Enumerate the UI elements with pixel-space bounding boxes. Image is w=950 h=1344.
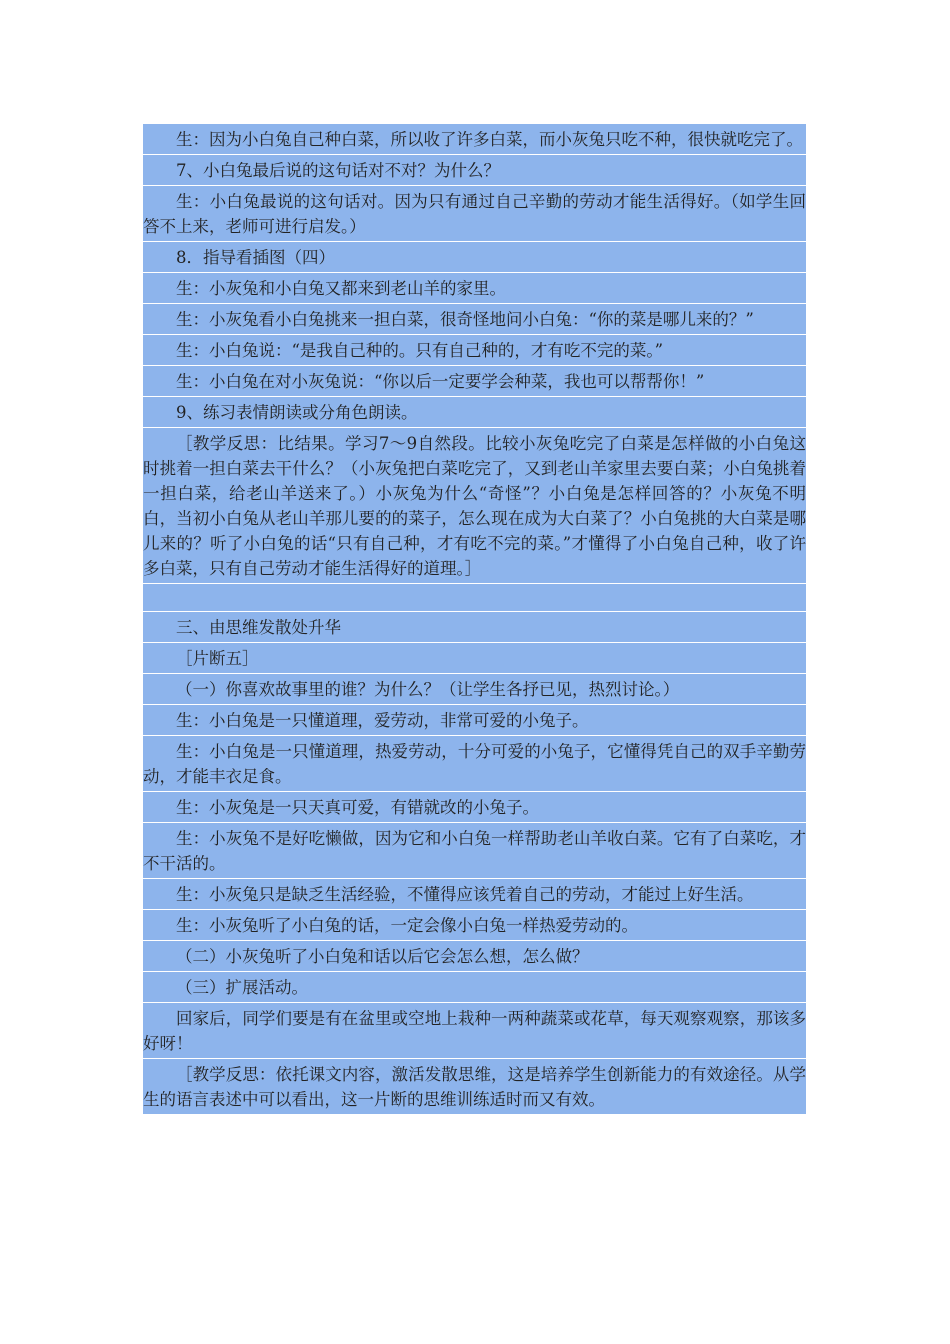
paragraph: 生：小白兔是一只懂道理，爱劳动，非常可爱的小兔子。 [143,705,806,736]
paragraph: （三）扩展活动。 [143,972,806,1003]
paragraph: （二）小灰兔听了小白兔和话以后它会怎么想，怎么做？ [143,941,806,972]
paragraph: 生：小白兔是一只懂道理，热爱劳动，十分可爱的小兔子，它懂得凭自己的双手辛勤劳动，才能丰衣足食。 [143,736,806,792]
paragraph: 7、小白兔最后说的这句话对不对？为什么？ [143,155,806,186]
paragraph: 生：小灰兔听了小白兔的话，一定会像小白兔一样热爱劳动的。 [143,910,806,941]
paragraph: 生：小灰兔不是好吃懒做，因为它和小白兔一样帮助老山羊收白菜。它有了白菜吃，才不干活的。 [143,823,806,879]
paragraph: 生：小白兔说：“是我自己种的。只有自己种的，才有吃不完的菜。” [143,335,806,366]
paragraph: （一）你喜欢故事里的谁？为什么？（让学生各抒已见，热烈讨论。） [143,674,806,705]
paragraph: 生：因为小白兔自己种白菜，所以收了许多白菜，而小灰兔只吃不种，很快就吃完了。 [143,124,806,155]
blank-line [143,584,806,612]
section-heading: 三、由思维发散处升华 [143,612,806,643]
teaching-reflection-paragraph: ［教学反思：依托课文内容，激活发散思维，这是培养学生创新能力的有效途径。从学生的语言表述中可以看出，这一片断的思维训练适时而又有效。 [143,1059,806,1115]
paragraph: ［片断五］ [143,643,806,674]
paragraph: 生：小白兔在对小灰兔说：“你以后一定要学会种菜，我也可以帮帮你！” [143,366,806,397]
paragraph: 生：小灰兔是一只天真可爱，有错就改的小兔子。 [143,792,806,823]
paragraph: 生：小灰兔看小白兔挑来一担白菜，很奇怪地问小白兔：“你的菜是哪儿来的？” [143,304,806,335]
paragraph: 生：小白兔最说的这句话对。因为只有通过自己辛勤的劳动才能生活得好。（如学生回答不上来，老师可进行启发。） [143,186,806,242]
paragraph: 回家后，同学们要是有在盆里或空地上栽种一两种蔬菜或花草，每天观察观察，那该多好呀！ [143,1003,806,1059]
paragraph: 8．指导看插图（四） [143,242,806,273]
paragraph: 9、练习表情朗读或分角色朗读。 [143,397,806,428]
teaching-reflection-paragraph: ［教学反思：比结果。学习7～9自然段。比较小灰兔吃完了白菜是怎样做的小白兔这时挑着一担白菜去干什么？（小灰兔把白菜吃完了，又到老山羊家里去要白菜；小白兔挑着一担白菜，给老山羊送来了。）小灰兔为什么“奇怪”？小白兔是怎样回答的？小灰兔不明白，当初小白兔从老山羊那儿要的的菜子，怎么现在成为大白菜了？小白兔挑的大白菜是哪儿来的？听了小白兔的话“只有自己种，才有吃不完的菜。”才懂得了小白兔自己种，收了许多白菜，只有自己劳动才能生活得好的道理。］ [143,428,806,584]
paragraph: 生：小灰兔和小白兔又都来到老山羊的家里。 [143,273,806,304]
paragraph: 生：小灰兔只是缺乏生活经验，不懂得应该凭着自己的劳动，才能过上好生活。 [143,879,806,910]
document-body [143,124,806,1115]
